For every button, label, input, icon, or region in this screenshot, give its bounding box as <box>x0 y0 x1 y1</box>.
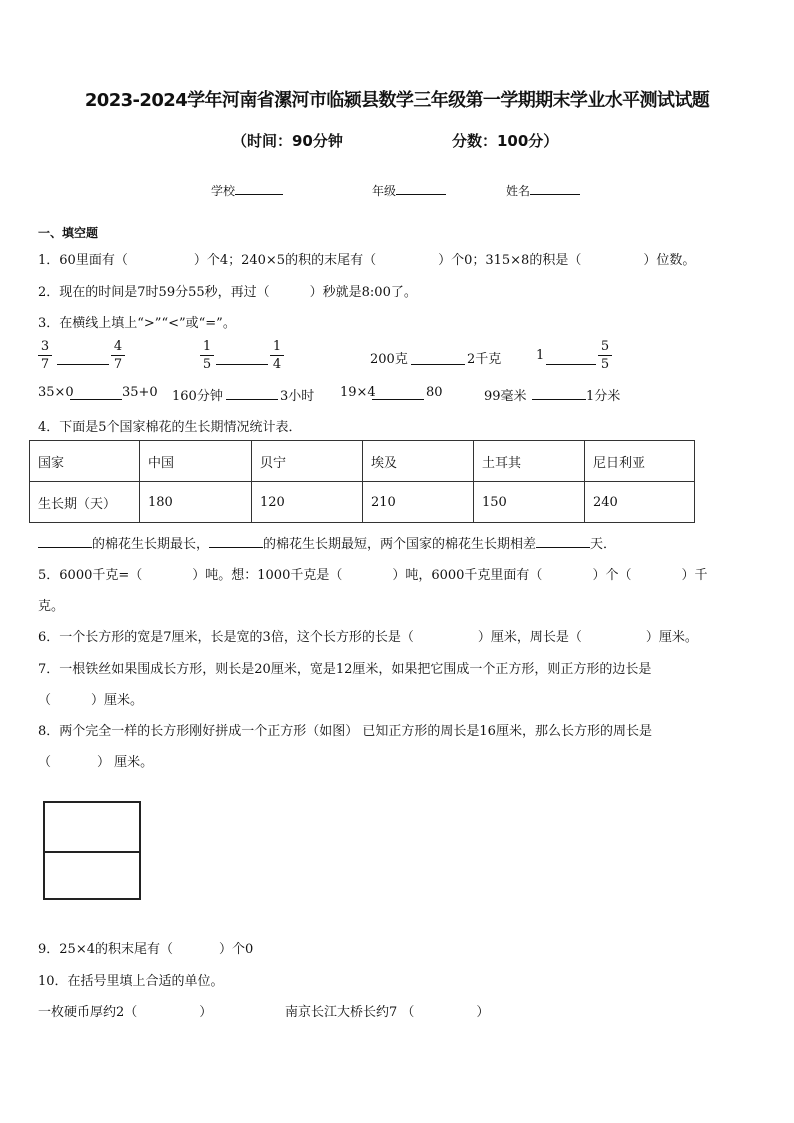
table-cell: 180 <box>140 482 252 523</box>
exam-time: （时间：90分钟 <box>232 132 343 150</box>
q4-blank-3[interactable] <box>536 547 590 548</box>
grade-label: 年级 <box>372 184 397 198</box>
fraction-denominator: 7 <box>38 355 52 373</box>
q6-text-a: 6．一个长方形的宽是7厘米，长是宽的3倍，这个长方形的长是（ <box>38 630 414 645</box>
compare-blank-3[interactable] <box>411 364 465 365</box>
table-cell: 120 <box>252 482 363 523</box>
compare-5-right: 35+0 <box>122 385 158 400</box>
compare-blank-7[interactable] <box>372 399 424 400</box>
square-divider-line <box>45 851 139 853</box>
q4-text-a: 的棉花生长期最长， <box>92 537 210 552</box>
fraction-1-5 <box>200 338 214 373</box>
fraction-5-5 <box>598 338 612 373</box>
q5-text-b: ）吨。想：1000千克是（ <box>192 568 343 583</box>
question-8: 8．两个完全一样的长方形刚好拼成一个正方形（如图） 已知正方形的周长是16厘米，那么长方形的周长是 <box>38 724 652 739</box>
question-7: 7．一根铁丝如果围成长方形，则长是20厘米，宽是12厘米，如果把它围成一个正方形，则正方形的边长是 <box>38 662 652 677</box>
q10-text-b: ） <box>199 1005 213 1020</box>
table-row <box>30 441 695 482</box>
compare-4-left: 1 <box>536 348 545 363</box>
fraction-numerator: 4 <box>113 339 123 354</box>
q7-text-c: ）厘米。 <box>91 693 144 708</box>
school-field <box>211 182 283 199</box>
q2-text-a: 2．现在的时间是7时59分55秒，再过（ <box>38 285 270 300</box>
fraction-numerator: 3 <box>40 339 50 354</box>
q4-text-c: 天． <box>590 537 617 552</box>
question-9 <box>38 938 253 957</box>
table-cell: 240 <box>585 482 695 523</box>
q10-text-a: 一枚硬币厚约2（ <box>38 1005 138 1020</box>
question-1 <box>38 249 695 268</box>
question-2 <box>38 281 417 300</box>
compare-blank-1[interactable] <box>57 364 109 365</box>
q6-text-b: ）厘米，周长是（ <box>477 630 582 645</box>
compare-6-right: 3小时 <box>280 389 315 404</box>
q5-text-a: 5．6000千克=（ <box>38 568 143 583</box>
question-4-followup <box>38 533 616 552</box>
fraction-numerator: 1 <box>272 339 282 354</box>
question-10-item-2 <box>285 1001 489 1020</box>
school-input-line[interactable] <box>235 194 283 195</box>
compare-6-left: 160分钟 <box>172 389 223 404</box>
name-input-line[interactable] <box>530 194 580 195</box>
page-title: 2023-2024学年河南省漯河市临颍县数学三年级第一学期期末学业水平测试试题 <box>84 90 710 111</box>
question-5 <box>38 564 707 583</box>
q9-text-b: ）个0 <box>218 942 254 957</box>
q1-text-c: ）个0；315×8的积是（ <box>438 253 582 268</box>
q8-text-c: ） 厘米。 <box>97 755 154 770</box>
q4-text-b: 的棉花生长期最短，两个国家的棉花生长期相差 <box>263 537 537 552</box>
question-10: 10．在括号里填上合适的单位。 <box>38 974 224 989</box>
table-cell: 150 <box>474 482 585 523</box>
table-header-cell: 生长期（天） <box>30 482 140 523</box>
q2-text-b: ）秒就是8:00了。 <box>309 285 417 300</box>
compare-blank-2[interactable] <box>216 364 268 365</box>
fraction-numerator: 5 <box>600 339 610 354</box>
table-cell: 中国 <box>140 441 252 482</box>
compare-blank-5[interactable] <box>70 399 122 400</box>
q10-text-d: ） <box>476 1005 490 1020</box>
fraction-denominator: 5 <box>598 355 612 373</box>
q10-text-c: 南京长江大桥长约7 （ <box>285 1005 415 1020</box>
cotton-growth-table <box>29 440 695 523</box>
school-label: 学校 <box>211 184 236 198</box>
fraction-denominator: 7 <box>111 355 125 373</box>
q4-blank-2[interactable] <box>209 547 263 548</box>
compare-blank-4[interactable] <box>546 364 596 365</box>
table-cell: 埃及 <box>363 441 474 482</box>
fraction-4-7 <box>111 338 125 373</box>
compare-blank-6[interactable] <box>226 399 278 400</box>
name-label: 姓名 <box>506 184 531 198</box>
compare-7-left: 19×4 <box>340 385 376 400</box>
question-10-item-1 <box>38 1001 212 1020</box>
question-6 <box>38 626 698 645</box>
square-figure <box>43 801 141 900</box>
q5-text-d: ）个（ <box>592 568 632 583</box>
table-header-cell: 国家 <box>30 441 140 482</box>
compare-3-right: 2千克 <box>467 352 502 367</box>
question-4: 4．下面是5个国家棉花的生长期情况统计表． <box>38 420 302 435</box>
fraction-denominator: 4 <box>270 355 284 373</box>
table-row <box>30 482 695 523</box>
compare-blank-8[interactable] <box>532 399 586 400</box>
q8-text-b: （ <box>38 755 52 770</box>
table-cell: 210 <box>363 482 474 523</box>
fraction-3-7 <box>38 338 52 373</box>
q9-text-a: 9．25×4的积末尾有（ <box>38 942 173 957</box>
name-field <box>506 182 580 199</box>
q5-text-c: ）吨，6000千克里面有（ <box>392 568 543 583</box>
exam-score: 分数：100分） <box>452 132 559 150</box>
q1-text-a: 1．60里面有（ <box>38 253 128 268</box>
table-cell: 贝宁 <box>252 441 363 482</box>
section-heading-fill-in: 一、填空题 <box>38 226 99 240</box>
compare-7-right: 80 <box>426 385 443 400</box>
question-5-wrap: 克。 <box>38 599 65 614</box>
fraction-1-4 <box>270 338 284 373</box>
question-3: 3．在横线上填上“>”“<”或“=”。 <box>38 316 236 331</box>
q4-blank-1[interactable] <box>38 547 92 548</box>
compare-8-right: 1分米 <box>586 389 621 404</box>
table-cell: 尼日利亚 <box>585 441 695 482</box>
grade-input-line[interactable] <box>396 194 446 195</box>
q5-text-e: ）千 <box>681 568 708 583</box>
q7-text-b: （ <box>38 693 52 708</box>
compare-3-left: 200克 <box>370 352 408 367</box>
question-8-wrap <box>38 751 153 770</box>
compare-5-left: 35×0 <box>38 385 74 400</box>
q1-text-d: ）位数。 <box>643 253 696 268</box>
table-cell: 土耳其 <box>474 441 585 482</box>
q6-text-c: ）厘米。 <box>645 630 698 645</box>
question-7-wrap <box>38 689 143 708</box>
q1-text-b: ）个4；240×5的积的末尾有（ <box>193 253 377 268</box>
compare-8-left: 99毫米 <box>484 389 527 404</box>
fraction-numerator: 1 <box>202 339 212 354</box>
fraction-denominator: 5 <box>200 355 214 373</box>
grade-field <box>372 182 446 199</box>
